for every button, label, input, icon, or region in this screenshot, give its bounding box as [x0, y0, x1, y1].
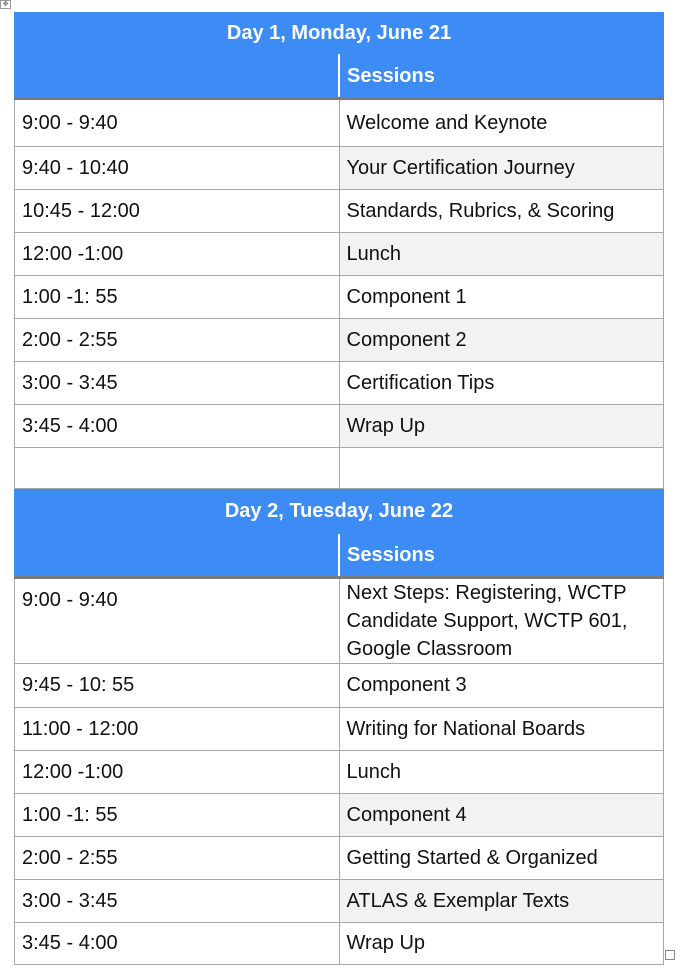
- time-cell: 2:00 - 2:55: [15, 319, 340, 362]
- session-cell: Component 4: [339, 794, 664, 837]
- table-row: [15, 751, 664, 794]
- time-cell: 11:00 - 12:00: [15, 708, 340, 751]
- time-cell: 1:00 -1: 55: [15, 276, 340, 319]
- session-cell: Welcome and Keynote: [339, 99, 664, 147]
- time-cell: 9:00 - 9:40: [15, 578, 340, 664]
- time-cell: 12:00 -1:00: [15, 233, 340, 276]
- table-row: [15, 362, 664, 405]
- time-cell: 3:45 - 4:00: [15, 405, 340, 448]
- time-cell: 12:00 -1:00: [15, 751, 340, 794]
- day2-sessions-label: Sessions: [339, 535, 664, 578]
- session-cell: Next Steps: Registering, WCTP Candidate Support, WCTP 601, Google Classroom: [339, 578, 664, 664]
- session-cell: Component 2: [339, 319, 664, 362]
- table-row: [15, 99, 664, 147]
- table-row: [15, 923, 664, 965]
- empty-cell: [15, 448, 340, 489]
- session-cell: Writing for National Boards: [339, 708, 664, 751]
- day1-subheader-empty-cell: [15, 55, 340, 99]
- spacer-row: [15, 448, 664, 489]
- time-cell: 10:45 - 12:00: [15, 190, 340, 233]
- table-row: [15, 794, 664, 837]
- time-cell: 1:00 -1: 55: [15, 794, 340, 837]
- time-cell: 3:00 - 3:45: [15, 880, 340, 923]
- table-row: [15, 147, 664, 190]
- table-row: [15, 276, 664, 319]
- session-cell: Getting Started & Organized: [339, 837, 664, 880]
- session-cell: Wrap Up: [339, 923, 664, 965]
- session-cell: Standards, Rubrics, & Scoring: [339, 190, 664, 233]
- time-cell: 9:40 - 10:40: [15, 147, 340, 190]
- day1-sessions-label: Sessions: [339, 55, 664, 99]
- time-cell: 3:00 - 3:45: [15, 362, 340, 405]
- table-row: [15, 664, 664, 708]
- table-move-handle-icon[interactable]: ✥: [0, 0, 11, 9]
- day2-subheader-row: [15, 535, 664, 578]
- table-row: [15, 708, 664, 751]
- session-cell: Component 1: [339, 276, 664, 319]
- session-cell: ATLAS & Exemplar Texts: [339, 880, 664, 923]
- session-cell: Lunch: [339, 233, 664, 276]
- table-row: [15, 880, 664, 923]
- table-resize-handle-icon[interactable]: [665, 950, 675, 960]
- time-cell: 9:00 - 9:40: [15, 99, 340, 147]
- day2-subheader-empty-cell: [15, 535, 340, 578]
- day1-header-row: [15, 13, 664, 55]
- session-cell: Your Certification Journey: [339, 147, 664, 190]
- schedule-table: [14, 12, 664, 965]
- day1-subheader-row: [15, 55, 664, 99]
- session-cell: Component 3: [339, 664, 664, 708]
- session-cell: Wrap Up: [339, 405, 664, 448]
- day2-title: Day 2, Tuesday, June 22: [15, 489, 664, 535]
- session-cell: Certification Tips: [339, 362, 664, 405]
- time-cell: 3:45 - 4:00: [15, 923, 340, 965]
- time-cell: 9:45 - 10: 55: [15, 664, 340, 708]
- day2-header-row: [15, 489, 664, 535]
- session-cell: Lunch: [339, 751, 664, 794]
- table-row: [15, 405, 664, 448]
- table-row: [15, 233, 664, 276]
- empty-cell: [339, 448, 664, 489]
- time-cell: 2:00 - 2:55: [15, 837, 340, 880]
- day1-title: Day 1, Monday, June 21: [15, 13, 664, 55]
- table-row: [15, 319, 664, 362]
- table-row: [15, 578, 664, 664]
- table-row: [15, 837, 664, 880]
- table-row: [15, 190, 664, 233]
